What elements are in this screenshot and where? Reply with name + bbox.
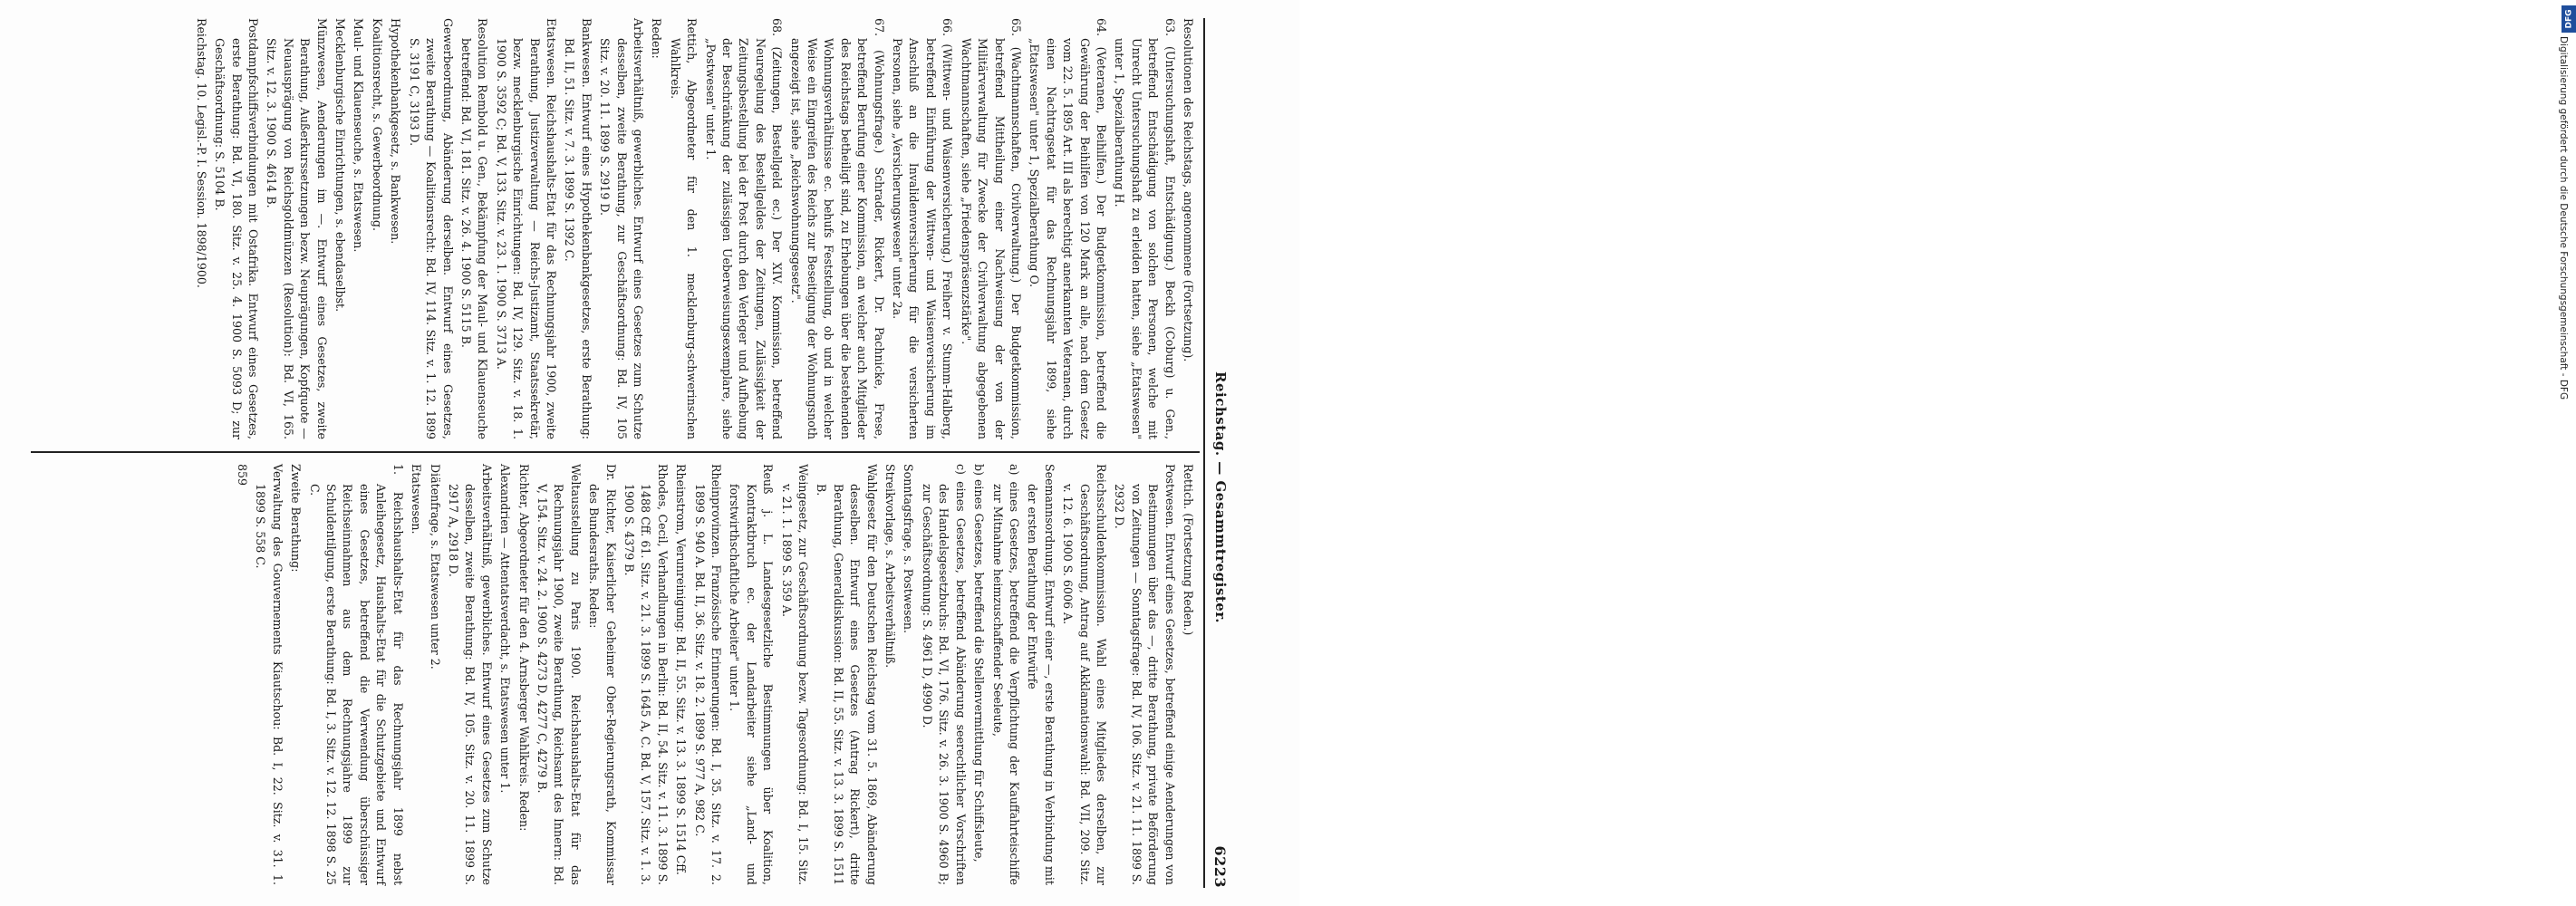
page-number: 6223 [1211,845,1229,888]
left-column-entry: Resolution Rembold u. Gen., Bekämpfung der Maul- und Klauenseuche betreffend: Bd. VI, 181. Sitz. v. 26. 4. 1900 S. 5115 B. [458,18,490,439]
right-column-entry: Seemannsordnung. Entwurf einer —, erste Berathung in Verbindung mit der ersten Berathung der Entwürfe [1026,464,1056,885]
right-column-entry: Weingesetz, zur Geschäftsordnung bezw. Tagesordnung: Bd. I, 15. Sitz. v. 21. 1. 1899 S. 359 A. [779,464,811,885]
right-column-entry: Richter, Abgeordneter für den 4. Arnsberger Wahlkreis. Reden: [516,464,531,832]
right-column-entry: Reichsschuldenkommission. Wahl eines Mitgliedes derselben, zur Geschäftsordnung, Antrag auf Akklamationswahl: Bd. VII, 209. Sitz. v. 12. 6. 1900 S. 6006 A. [1061,464,1108,885]
left-column-entry: Reden: [650,18,664,59]
running-title: Reichstag. — Gesammtregister. [1212,371,1229,623]
left-column-entry: Maul- und Klauenseuche, s. Etatswesen. [352,18,366,253]
right-column-entry: Diätenfrage, s. Etatswesen unter 2. [428,464,442,670]
left-column-entry: Resolutionen des Reichstags, angenommene (Fortsetzung). [1182,18,1195,362]
rotated-page [18,18,1232,888]
left-column-entry: Reichstag. 10. Legisl.-P. I. Session. 1898/1900. [194,18,208,288]
right-column-entry: Weltausstellung zu Paris 1900. Reichshaushalts-Etat für das Rechnungsjahr 1900, zweite Berathung, Reichsamt des Innern: Bd. V, 154. Sitz. v. 24. 2. 1900 S. 4273 D, 4277 C, 4279 B. [535,464,583,885]
right-column-entry: c) eines Gesetzes, betreffend Abänderung seerechtlicher Vorschriften des Handelsgesetzbuchs: Bd. VI, 176. Sitz. v. 26. 3. 1900 S. 4960 B; zur Geschäftsordnung: S. 4961 D, 4990 D. [920,464,968,885]
left-column-entry: Postdampfschiffsverbindungen mit Ostafrika. Entwurf eines Gesetzes, erste Berathung: Bd. VI, 180. Sitz. v. 25. 4. 1900 S. 5093 D; zur Geschäftsordnung: S. 5104 B. [213,18,261,439]
left-column-entry: 63. (Untersuchungshaft, Entschädigung.) Beckh (Coburg) u. Gen., betreffend Entschädigung von solchen Personen, welche mit Unrecht Untersuchungshaft zu erleiden hatten, siehe „Etatswesen" unter 1, Spezialberathung H. [1113,18,1177,439]
dfg-sidebar [1279,0,2574,906]
right-column-entry: Sonntagsfrage, s. Postwesen. [902,464,916,634]
left-column-entry: 68. (Zeitungen, Bestellgeld ec.) Der XIV. Kommission, betreffend Neuregelung des Bestellgeldes der Zeitungen, Zulässigkeit der Zeitungsbestellung bei der Post durch den Verleger und Aufhebung der Beschränkung der zulässigen Ueberweisungsexemplare, siehe „Postwesen" unter 1. [703,18,785,439]
left-column-entry: Arbeitsverhältniß, gewerbliches. Entwurf eines Gesetzes zum Schutze desselben, zweite Berathung, zur Geschäftsordnung: Bd. IV, 105 Sitz. v. 20. 11. 1899 S. 2919 D. [598,18,645,439]
right-column-entry: Etatswesen. [410,464,424,535]
right-column-entry: Verwaltung des Gouvernements Kiautschou: Bd. I, 22. Sitz. v. 31. 1. 1899 S. 558 C. [254,464,285,885]
right-column-entry: Zweite Berathung: [289,464,304,573]
right-column-entry: Arbeitsverhältniß, gewerbliches. Entwurf eines Gesetzes zum Schutze desselben, zweite Berathung: Bd. IV, 105. Sitz. v. 20. 11. 1899 S. 2917 A, 2918 D. [446,464,494,885]
right-column-entry: 1. Reichshaushalts-Etat für das Rechnungsjahr 1899 nebst Anleihegesetz, Haushalts-Etat für die Schutzgebiete und Entwurf eines Gesetzes, betreffend die Verwendung überschüssiger Reichseinnahmen aus dem Rechnungsjahre 1899 zur Schuldentilgung, erste Berathung: Bd. I, 3. Sitz. v. 12. 12. 1898 S. 25 C. [307,464,405,885]
right-column [36,464,1196,885]
right-column-entry: a) eines Gesetzes, betreffend die Verpflichtung der Kauffahrteischiffe zur Mitnahme heimzuschaffender Seeleute, [990,464,1021,885]
right-column-entry: Dr. Richter, Kaiserlicher Geheimer Ober-Regierungsrath, Kommissar des Bundesraths. Reden: [587,464,618,885]
right-column-entry: b) eines Gesetzes, betreffend die Stellenvermittlung für Schiffsleute, [972,464,987,863]
right-column-entry: Reuß j. L. Landesgesetzliche Bestimmungen über Koalition, Kontraktbruch ec. der Landarbeiter siehe „Land- und forstwirthschaftliche Arbeiter" unter 1. [728,464,776,885]
left-column-entry: 66. (Wittwen- und Waisenversicherung.) Freiherr v. Stumm-Halberg, betreffend Einführung der Wittwen- und Waisenversicherung im Anschluß an die Invalidenversicherung für die versicherten Personen, siehe „Versicherungswesen" unter 2a. [891,18,955,439]
left-column-entry: 67. (Wohnungsfrage.) Schrader, Rickert, Dr. Pachnicke, Frese, betreffend Berufung einer Kommission, an welcher auch Mitglieder des Reichstags betheiligt sind, zu Erhebungen über die bestehenden Wohnungsverhältnisse ec. behufs Feststellung, ob und in welcher Weise ein Eingreifen des Reichs zur Beseitigung der Wohnungsnoth angezeigt ist, siehe „Reichswohnungsgesetz". [788,18,886,439]
dfg-logo: DFG [2562,5,2576,33]
dfg-funding-notice: Digitalisierung gefördert durch die Deutsche Forschungsgemeinschaft - DFG [2558,36,2569,400]
header-rule [1203,18,1205,888]
left-column-entry: Bankwesen. Entwurf eines Hypothekenbankgesetzes, erste Berathung: Bd. II, 51. Sitz. v. 7. 3. 1899 S. 1392 C. [563,18,593,439]
left-column-entry: 65. (Wachtmannschaften, Civilverwaltung.) Der Budgetkommission, betreffend Mittheilung einer Nachweisung der von der Militärverwaltung für Zwecke der Civilverwaltung abgegebenen Wachtmannschaften, siehe „Friedenspräsenzstärke". [959,18,1023,439]
right-column-entry: Rettich. (Fortsetzung Reden.) [1182,464,1195,636]
left-column-entry: Rettich, Abgeordneter für den 1. mecklenburg-schwerinschen Wahlkreis. [668,18,699,439]
right-column-entry: Postwesen. Entwurf eines Gesetzes, betreffend einige Aenderungen von Bestimmungen über das —, dritte Berathung, private Beförderung von Zeitungen — Sonntagsfrage: Bd. IV, 106. Sitz. v. 21. 11. 1899 S. 2932 D. [1113,464,1177,885]
left-column [36,18,1196,439]
right-column-entry: Streikvorlage, s. Arbeitsverhältniß. [883,464,898,669]
left-column-entry: Gewerbeordnung, Abänderung derselben. Entwurf eines Gesetzes, zweite Berathung — Koalitionsrecht: Bd. IV, 114. Sitz. v. 1. 12. 1899 S. 3191 C, 3193 D. [407,18,455,439]
left-column-entry: Mecklenburgische Einrichtungen, s. ebendaselbst. [333,18,348,313]
column-divider [31,451,1200,453]
left-column-entry: 64. (Veteranen, Beihilfen.) Der Budgetkommission, betreffend die Gewährung der Beihilfen von 120 Mark an alle, nach dem Gesetz vom 22. 5. 1895 Art. III als berechtigt anerkannten Veteranen, durch einen Nachtragsetat für das Rechnungsjahr 1899, siehe „Etatswesen" unter 1, Spezialberathung O. [1028,18,1108,439]
page-header [1207,18,1232,888]
right-column-entry: Wahlgesetz für den Deutschen Reichstag vom 31. 5. 1869, Abänderung desselben. Entwurf eines Gesetzes (Antrag Rickert), dritte Berathung, Generaldiskussion: Bd. II, 55. Sitz. v. 13. 3. 1899 S. 1511 B. [815,464,879,885]
right-column-entry: 859 [236,464,250,487]
left-column-entry: Koalitionsrecht, s. Gewerbeordnung. [370,18,384,231]
right-column-entry: Alexandrien — Attentatsverdacht, s. Etatswesen unter 1. [498,464,513,794]
right-column-entry: Rheinstrom, Verunreinigung: Bd. II, 55. Sitz. v. 13. 3. 1899 S. 1514 Cff. [674,464,689,875]
right-column-entry: Rhodes, Cecil, Verhandlungen in Berlin: Bd. II, 54. Sitz. v. 11. 3. 1899 S. 1488 Cff. 61. Sitz. v. 21. 3. 1899 S. 1645 A, C. Bd. V, 157. Sitz. v. 1. 3. 1900 S. 4379 B. [622,464,670,885]
left-column-entry: Etatswesen. Reichshaushalts-Etat für das Rechnungsjahr 1900, zweite Berathung, Justizverwaltung — Reichs-Justizamt, Staatssekretär, bezw. mecklenburgische Einrichtungen: Bd. IV, 129. Sitz. v. 18. 1. 1900 S. 3592 C; Bd. V, 133. Sitz. v. 23. 1. 1900 S. 3713 A. [494,18,558,439]
left-column-entry: Hypothekenbankgesetz, s. Bankwesen. [389,18,403,245]
right-column-entry: Rheinprovinzen. Französische Erinnerungen: Bd. I, 35. Sitz. v. 17. 2. 1899 S. 940 A. Bd. II, 36. Sitz. v. 18. 2. 1899 S. 977 A, 982 C. [692,464,724,885]
left-column-entry: Münzwesen, Aenderungen im —. Entwurf eines Gesetzes, zweite Berathung, Außerkurssetzungen bezw. Neuprägungen, Kopfquote — Neuausprägung von Reichsgoldmünzen (Resolution): Bd. VI, 165. Sitz. v. 12. 3. 1900 S. 4614 B. [265,18,329,439]
